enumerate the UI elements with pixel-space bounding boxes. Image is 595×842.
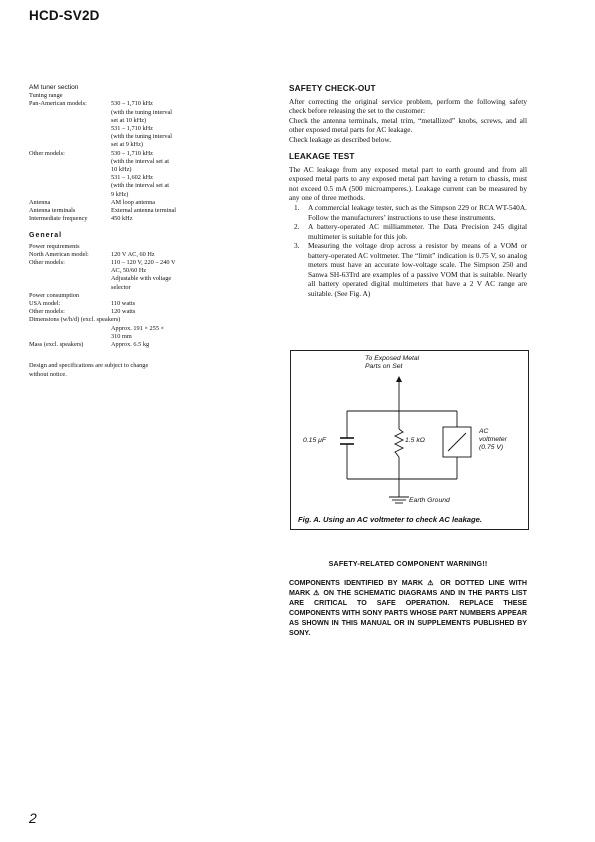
- list-number: 3.: [294, 241, 300, 251]
- spec-label: Other models:: [29, 308, 65, 316]
- spec-row-na-model: [29, 251, 269, 259]
- general-heading: General: [29, 232, 63, 240]
- label-line: voltmeter: [479, 436, 507, 443]
- spec-row-other-models: [29, 150, 269, 199]
- spec-line: 530 – 1,710 kHz: [111, 149, 153, 157]
- list-number: 2.: [294, 222, 300, 232]
- power-consumption-label: Power consumption: [29, 291, 80, 299]
- safety-section: [289, 84, 527, 298]
- label-line: (0.75 V): [479, 444, 504, 451]
- spec-spacer: [29, 325, 111, 341]
- safety-body-line: After correcting the original service problem, perform the following safety check before releasing the set to the customer:: [289, 96, 527, 116]
- spec-row-antenna-terminals: [29, 207, 269, 215]
- safety-checkout-heading: SAFETY CHECK-OUT: [289, 84, 376, 93]
- am-tuner-heading: AM tuner section: [29, 84, 79, 91]
- safety-body-line: Check leakage as described below.: [289, 134, 392, 144]
- spec-value: Approx. 6.5 kg: [111, 341, 150, 349]
- spec-row-other-models-consumption: [29, 308, 269, 316]
- spec-value: 110 watts: [111, 300, 136, 308]
- spec-label: Pan-American models:: [29, 100, 87, 108]
- spec-line: 10 kHz): [111, 166, 132, 174]
- spec-line: 9 kHz): [111, 190, 129, 198]
- safety-checkout-body: [289, 97, 527, 145]
- spec-row-dimensions: [29, 325, 269, 341]
- spec-row-mass: [29, 341, 269, 349]
- spec-value: External antenna terminal: [111, 207, 177, 215]
- spec-line: Approx. 191 × 255 ×: [111, 324, 165, 332]
- spec-value: [111, 100, 215, 149]
- spec-line: set at 9 kHz): [111, 141, 143, 149]
- spec-label: Other models:: [29, 149, 65, 157]
- leakage-test-section: [289, 152, 527, 298]
- spec-label: Intermediate frequency: [29, 215, 88, 223]
- spec-line: set at 10 kHz): [111, 116, 147, 124]
- list-item: [289, 222, 527, 241]
- specifications: [29, 84, 269, 379]
- voltmeter-label: [479, 428, 507, 452]
- model-number: HCD-SV2D: [29, 8, 100, 23]
- spec-label: Antenna terminals: [29, 207, 76, 215]
- resistor-symbol: [395, 429, 403, 457]
- spec-row-pan-american: [29, 100, 269, 149]
- spec-line: 110 – 120 V, 220 – 240 V: [111, 259, 176, 267]
- label-line: Parts on Set: [365, 363, 403, 370]
- spec-label: North American model:: [29, 250, 89, 258]
- spec-value: [111, 259, 215, 292]
- spec-value: 120 watts: [111, 308, 136, 316]
- spec-value: [111, 150, 215, 199]
- capacitor-symbol: [340, 438, 354, 444]
- spec-label: USA model:: [29, 300, 61, 308]
- spec-line: 531 – 1,602 kHz: [111, 174, 153, 182]
- spec-row-other-models-power: [29, 259, 269, 292]
- list-item: [289, 241, 527, 298]
- tuning-range-label: Tuning range: [29, 92, 63, 100]
- figure-a: [290, 350, 529, 530]
- list-number: 1.: [294, 203, 300, 213]
- label-line: To Exposed Metal: [365, 355, 420, 362]
- figure-caption: Fig. A. Using an AC voltmeter to check AC leakage.: [298, 515, 482, 524]
- spec-line: Adjustable with voltage: [111, 275, 172, 283]
- leakage-test-heading: LEAKAGE TEST: [289, 152, 355, 162]
- arrow-up-icon: [396, 376, 402, 382]
- spec-line: 530 – 1,710 kHz: [111, 100, 153, 108]
- notice-line: Design and specifications are subject to change: [29, 362, 149, 370]
- spec-line: (with the interval set at: [111, 182, 170, 190]
- spec-label: Other models:: [29, 259, 65, 267]
- label-line: AC: [479, 428, 489, 435]
- spec-line: AC, 50/60 Hz: [111, 267, 147, 275]
- capacitor-label: 0.15 μF: [303, 437, 326, 444]
- spec-label: Antenna: [29, 198, 51, 206]
- resistor-label: 1.5 kΩ: [405, 437, 425, 444]
- to-exposed-metal-label: [365, 355, 419, 371]
- design-notice: [29, 362, 179, 378]
- earth-ground-label: Earth Ground: [409, 497, 450, 504]
- spec-line: (with the interval set at: [111, 157, 170, 165]
- spec-line: (with the tuning interval: [111, 108, 173, 116]
- spec-line: (with the tuning interval: [111, 133, 173, 141]
- spec-value: 120 V AC, 60 Hz: [111, 250, 155, 258]
- spec-row-if: [29, 215, 269, 223]
- dimensions-label: Dimensions (w/h/d) (excl. speakers): [29, 316, 121, 324]
- notice-line: without notice.: [29, 370, 67, 378]
- list-text: A battery-operated AC milliammeter. The Data Precision 245 digital multimeter is suitable for this job.: [308, 222, 527, 241]
- spec-value: [111, 325, 215, 341]
- spec-value: AM loop antenna: [111, 198, 156, 206]
- spec-row-antenna: [29, 199, 269, 207]
- spec-line: 310 mm: [111, 332, 132, 340]
- leakage-methods-list: [289, 203, 527, 298]
- list-text: Measuring the voltage drop across a resistor by means of a VOM or battery-operated AC voltmeter. The “limit” indication is 0.75 V, so analog meters must have an accurate low-voltage scale. The Simpson 250 and Sanwa SH-63Trd are examples of a passive VOM that is suitable. Nearly all battery operated digital multimeters that have a 2 V AC range are suitable. (See Fig. A): [308, 241, 527, 298]
- earth-ground-icon: [389, 497, 409, 503]
- component-warning-title: SAFETY-RELATED COMPONENT WARNING!!: [328, 560, 488, 568]
- list-text: A commercial leakage tester, such as the Simpson 229 or RCA WT-540A. Follow the manufacturers’ instructions to use these instruments.: [308, 203, 527, 222]
- safety-body-line: Check the antenna terminals, metal trim, “metallized” knobs, screws, and all other exposed metal parts for AC leakage.: [289, 115, 527, 135]
- leakage-test-body: The AC leakage from any exposed metal part to earth ground and from all exposed metal parts to any exposed metal part having a return to chassis, must not exceed 0.5 mA (500 microamperes.). Leakage current can be measured by any one of three methods.: [289, 164, 527, 203]
- spec-line: selector: [111, 283, 131, 291]
- list-item: [289, 203, 527, 222]
- spec-row-usa-model: [29, 300, 269, 308]
- spec-line: 531 – 1,710 kHz: [111, 125, 153, 133]
- spec-label: Mass (excl. speakers): [29, 341, 84, 349]
- power-requirements-label: Power requirements: [29, 242, 80, 250]
- component-warning-body: COMPONENTS IDENTIFIED BY MARK ⚠ OR DOTTED LINE WITH MARK ⚠ ON THE SCHEMATIC DIAGRAMS AND IN THE PARTS LIST ARE CRITICAL TO SAFE OPERATION. REPLACE THESE COMPONENTS WITH SONY PARTS WHOSE PART NUMBERS APPEAR AS SHOWN IN THIS MANUAL OR IN SUPPLEMENTS PUBLISHED BY SONY.: [289, 579, 527, 637]
- meter-needle: [448, 433, 466, 451]
- spec-value: 450 kHz: [111, 215, 133, 223]
- page-number: 2: [29, 810, 37, 826]
